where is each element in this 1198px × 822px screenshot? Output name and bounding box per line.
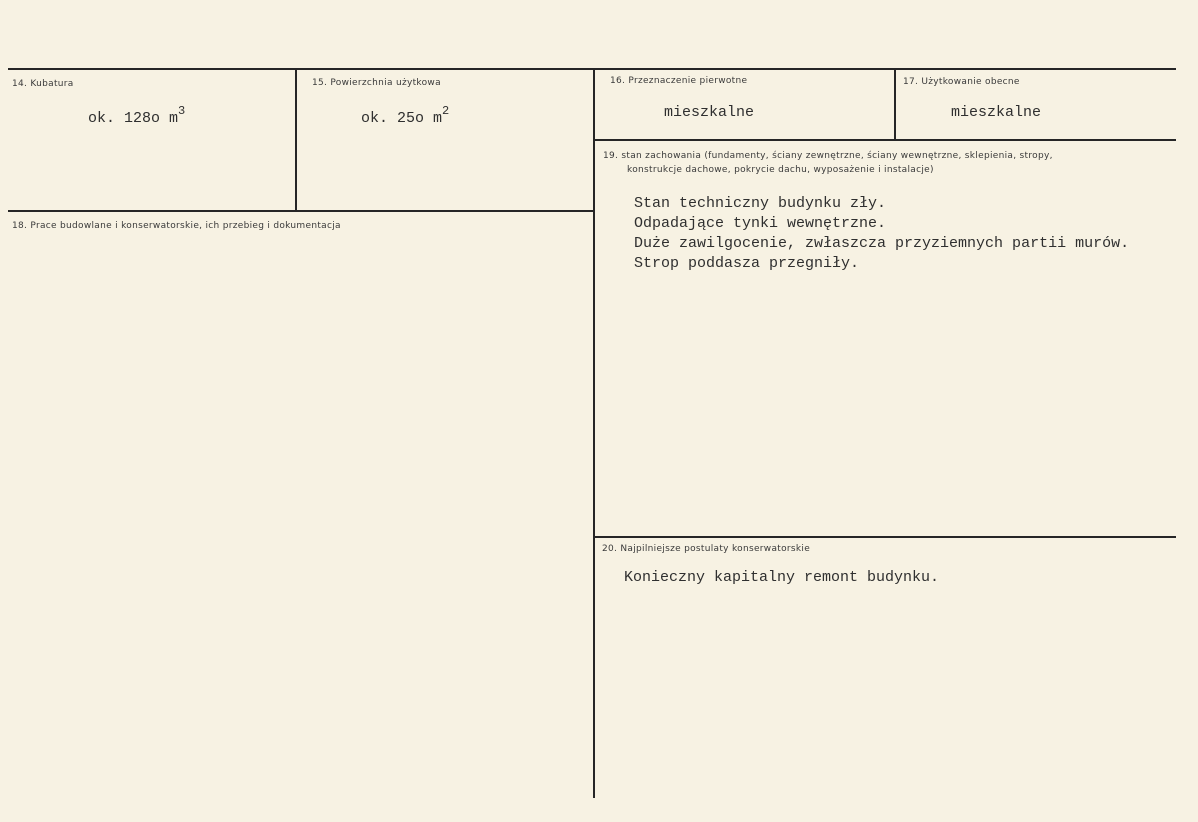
- divider-16-17: [894, 69, 896, 140]
- field-19-label-line-2: konstrukcje dachowe, pokrycie dachu, wyposażenie i instalacje): [627, 165, 934, 175]
- top-rule: [8, 68, 1176, 70]
- rule-under-16-17: [595, 139, 1176, 141]
- field-15-value-exponent: 2: [442, 104, 450, 118]
- field-16-label: 16. Przeznaczenie pierwotne: [610, 76, 748, 86]
- condition-line: Stan techniczny budynku zły.: [634, 195, 887, 212]
- field-18-label: 18. Prace budowlane i konserwatorskie, ich przebieg i dokumentacja: [12, 221, 341, 231]
- field-15-label: 15. Powierzchnia użytkowa: [312, 78, 441, 88]
- field-14-value-exponent: 3: [178, 104, 186, 118]
- field-14-value-text: ok. 128o m: [88, 110, 179, 127]
- field-20-value: Konieczny kapitalny remont budynku.: [624, 569, 940, 586]
- divider-main-column: [593, 69, 595, 798]
- field-15-value-text: ok. 25o m: [361, 110, 443, 127]
- field-17-value: mieszkalne: [951, 104, 1042, 121]
- condition-line: Strop poddasza przegniły.: [634, 255, 860, 272]
- field-19-condition-text: [634, 194, 1129, 274]
- divider-14-15: [295, 69, 297, 212]
- field-17-label: 17. Użytkowanie obecne: [903, 77, 1020, 87]
- field-14-label: 14. Kubatura: [12, 79, 74, 89]
- condition-line: Odpadające tynki wewnętrzne.: [634, 215, 887, 232]
- condition-line: Duże zawilgocenie, zwłaszcza przyziemnych partii murów.: [634, 235, 1130, 252]
- field-15-value: [361, 106, 449, 127]
- field-14-value: [88, 106, 185, 127]
- field-19-label-line-1: 19. stan zachowania (fundamenty, ściany zewnętrzne, ściany wewnętrzne, sklepienia, stropy,: [603, 151, 1053, 161]
- field-16-value: mieszkalne: [664, 104, 755, 121]
- field-20-label: 20. Najpilniejsze postulaty konserwatorskie: [602, 544, 811, 554]
- rule-above-20: [595, 536, 1176, 538]
- rule-under-14-15: [8, 210, 593, 212]
